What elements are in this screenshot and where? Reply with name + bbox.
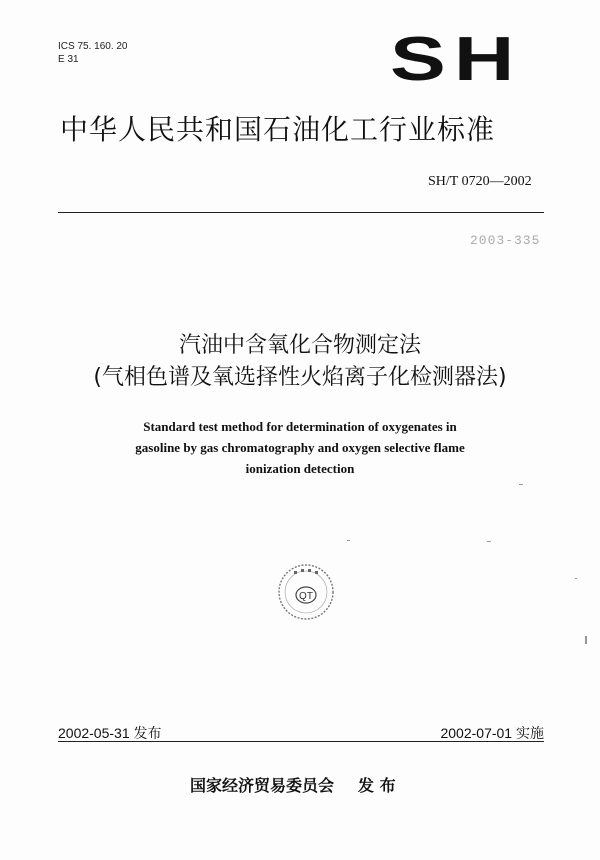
scan-speck [519,484,523,485]
english-title-line1: Standard test method for determination of oxygenates in [143,419,457,434]
issue-date: 2002-05-31 发布 [58,725,162,741]
standard-number: SH/T 0720—2002 [428,174,532,189]
english-title-line2: gasoline by gas chromatography and oxygen selective flame [135,440,465,455]
replacement-stamp: 2003-335 [470,233,541,248]
scan-speck [487,541,491,542]
issuer-name: 国家经济贸易委员会 [190,776,335,795]
chinese-title-line1: 汽油中含氧化合物测定法 [178,333,421,358]
english-title-line3: ionization detection [245,461,355,476]
chinese-title-line2: (气相色谱及氧选择性火焰离子化检测器法) [93,365,507,390]
organization-title: 中华人民共和国石油化工行业标准 [60,113,496,146]
chinese-title [60,330,540,394]
scan-speck [585,636,587,644]
ics-code: ICS 75. 160. 20 [58,41,128,52]
english-title [90,416,510,479]
classification-codes [58,40,128,66]
issuer-line [190,773,396,796]
seal-text: QT [299,591,313,602]
bottom-divider [58,741,544,742]
scan-speck [347,540,350,541]
seal-icon [276,562,336,622]
category-code: E 31 [58,54,79,65]
scan-speck [575,578,577,579]
implementation-date: 2002-07-01 实施 [440,725,544,741]
sh-logo: SH [390,25,523,94]
top-divider [58,212,544,213]
issuer-action: 发 布 [358,776,396,795]
